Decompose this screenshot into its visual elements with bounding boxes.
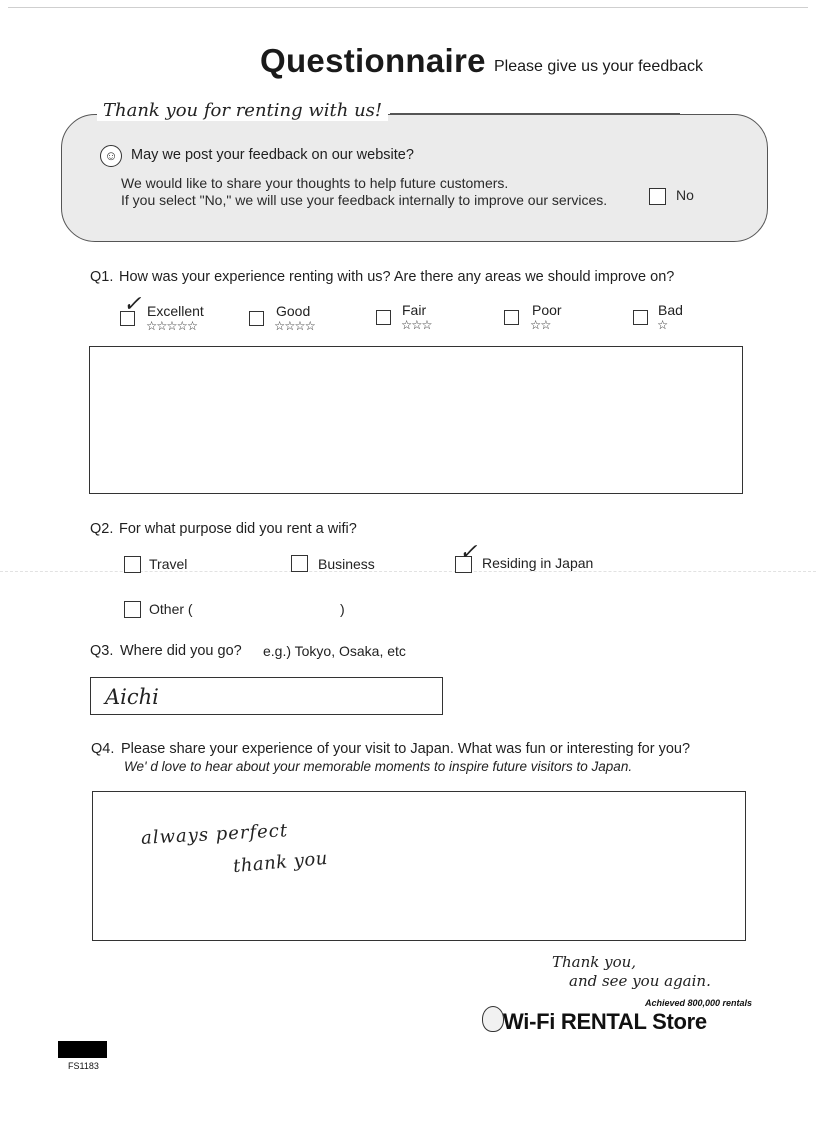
rating-option-bad[interactable] (633, 302, 703, 334)
one-star-icon: ☆ (657, 318, 668, 332)
rating-option-good[interactable] (249, 303, 349, 335)
rating-option-fair[interactable] (376, 302, 466, 334)
q3-answer-field[interactable] (90, 677, 443, 715)
checkbox-square (649, 188, 666, 205)
checkbox-square (376, 310, 391, 325)
q2-question: For what purpose did you rent a wifi? (119, 521, 357, 537)
checkbox-square (249, 311, 264, 326)
redaction-bar (58, 1041, 107, 1058)
heading-rule (390, 113, 680, 114)
rating-label: Good (276, 303, 311, 319)
rating-label: Fair (402, 302, 427, 318)
q4-question: Please share your experience of your visit to Japan. What was fun or interesting for you? (121, 741, 691, 757)
five-stars-icon: ☆☆☆☆☆ (146, 319, 198, 333)
consent-question: May we post your feedback on our website? (131, 147, 414, 163)
other-label: Other ( (149, 601, 193, 617)
q2-number: Q2. (90, 521, 114, 537)
mascot-logo-icon (482, 1006, 504, 1032)
consent-no-label: No (676, 187, 694, 203)
q1-number: Q1. (90, 269, 114, 285)
two-stars-icon: ☆☆ (530, 318, 551, 332)
purpose-option-travel[interactable] (124, 553, 214, 575)
q4-answer-line1: always perfect (140, 820, 289, 849)
checkbox-square (291, 555, 308, 572)
q3-answer-text: Aichi (105, 685, 159, 709)
checkbox-square (504, 310, 519, 325)
q1-comment-text (90, 347, 742, 367)
q4-answer-field[interactable] (92, 791, 746, 941)
three-stars-icon: ☆☆☆ (401, 318, 432, 332)
handwritten-thanks-heading: Thank you for renting with us! (97, 100, 388, 121)
scan-fold-line (0, 571, 816, 572)
q4-subtext: We' d love to hear about your memorable moments to inspire future visitors to Japan. (124, 759, 633, 774)
page-subtitle: Please give us your feedback (494, 58, 704, 75)
purpose-label: Residing in Japan (482, 555, 594, 571)
q3-example: e.g.) Tokyo, Osaka, etc (263, 643, 406, 659)
form-code: FS1183 (68, 1061, 99, 1071)
smiley-icon: ☺ (100, 145, 122, 167)
other-close-paren: ) (340, 601, 345, 617)
q3-number: Q3. (90, 643, 114, 659)
rating-label: Poor (532, 302, 562, 318)
q1-comment-field[interactable] (89, 346, 743, 494)
purpose-option-other[interactable] (124, 598, 354, 620)
checkbox-square (124, 601, 141, 618)
consent-description-line1: We would like to share your thoughts to help future customers. (121, 175, 509, 191)
rating-option-poor[interactable] (504, 302, 584, 334)
q1-question: How was your experience renting with us? Are there any areas we should improve on? (119, 269, 675, 285)
checkbox-square (633, 310, 648, 325)
four-stars-icon: ☆☆☆☆ (274, 319, 315, 333)
signoff-line2: and see you again. (569, 972, 711, 990)
checkbox-square (124, 556, 141, 573)
handwritten-check-icon: ✓ (459, 540, 478, 565)
purpose-label: Travel (149, 556, 188, 572)
q3-question: Where did you go? (120, 643, 242, 659)
consent-no-checkbox[interactable] (649, 188, 667, 206)
rentals-milestone: Achieved 800,000 rentals (645, 998, 753, 1008)
rating-label: Excellent (147, 303, 204, 319)
page-title: Questionnaire (260, 42, 486, 79)
rating-option-excellent[interactable] (120, 292, 240, 335)
consent-description-line2: If you select "No," we will use your feedback internally to improve our services. (121, 192, 608, 208)
handwritten-check-icon: ✓ (123, 292, 142, 317)
q4-answer-line2: thank you (232, 847, 329, 878)
brand-logo: Wi-Fi RENTAL Store (503, 1009, 707, 1034)
purpose-option-business[interactable] (291, 553, 391, 575)
purpose-option-residing[interactable] (455, 542, 615, 576)
q4-number: Q4. (91, 741, 115, 757)
signoff-line1: Thank you, (552, 953, 637, 971)
scan-edge (8, 7, 808, 8)
rating-label: Bad (658, 302, 683, 318)
purpose-label: Business (318, 556, 375, 572)
